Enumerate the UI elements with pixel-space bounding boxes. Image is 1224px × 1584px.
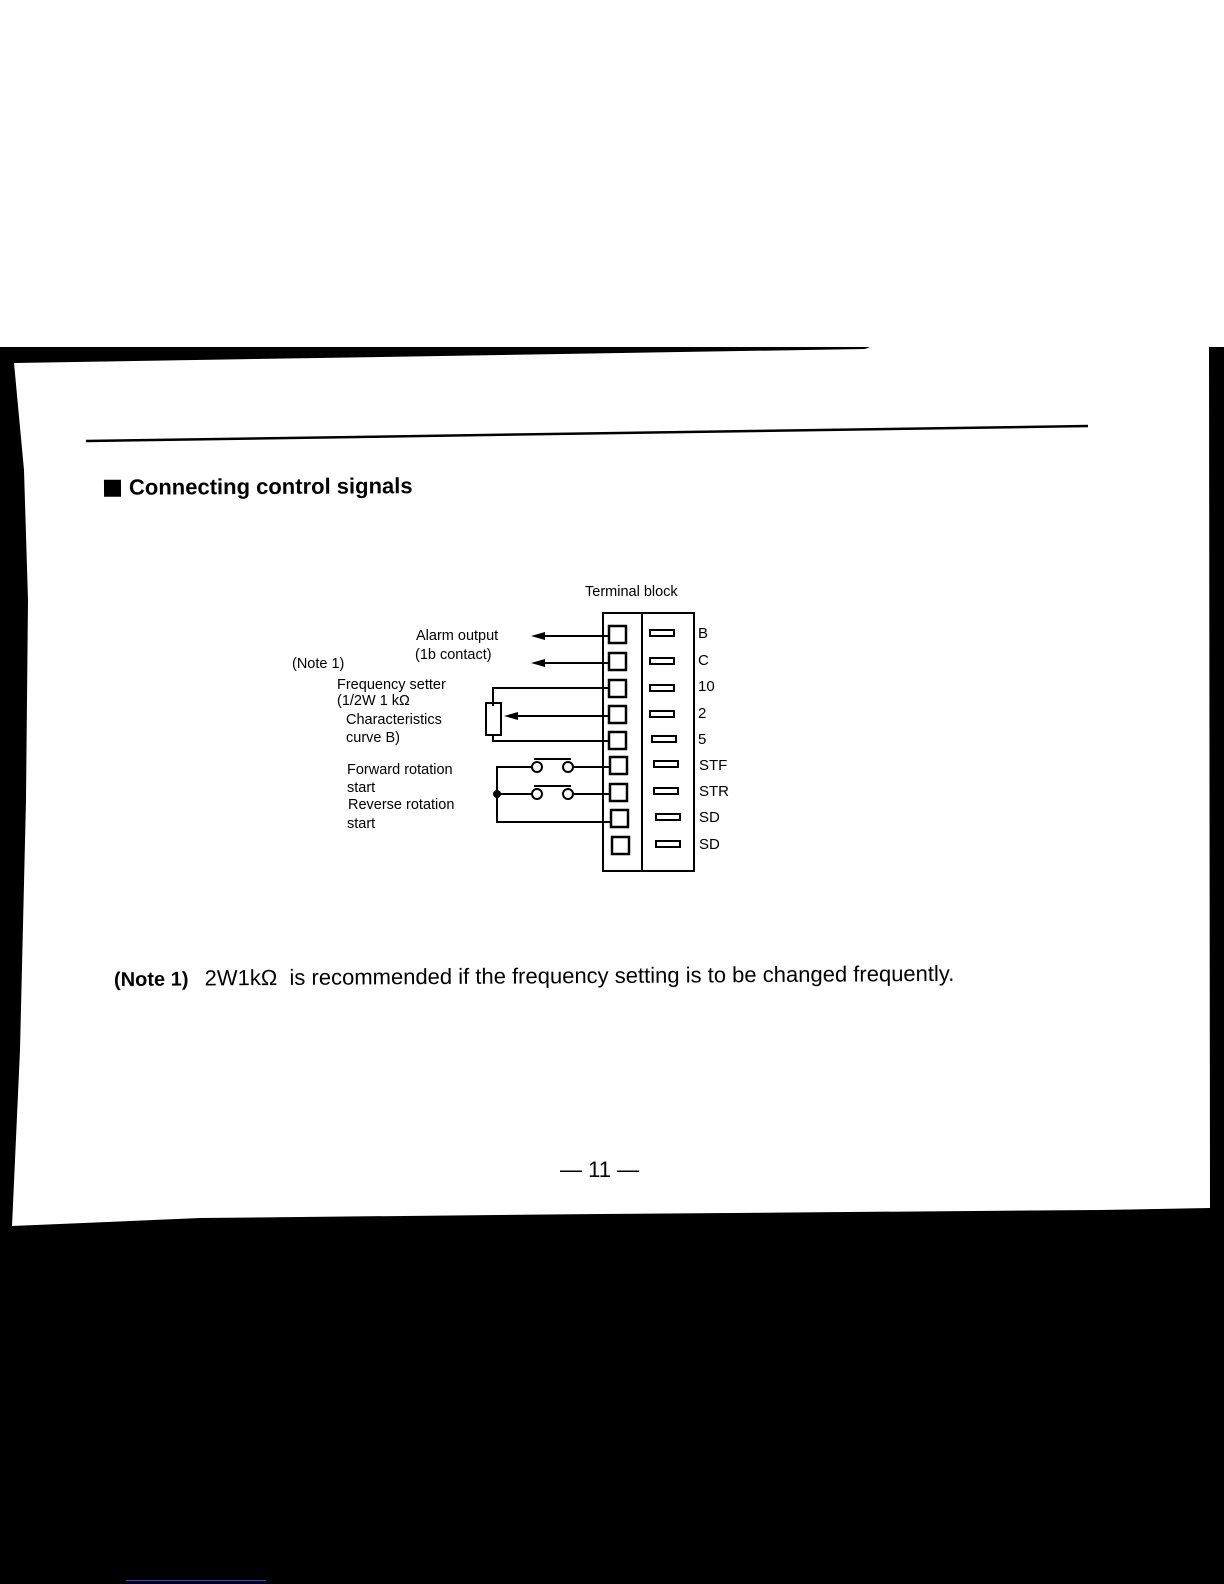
terminal-label: STR <box>699 783 729 800</box>
terminal-slot <box>656 841 680 847</box>
terminal-slot <box>650 685 674 691</box>
terminal-block-title: Terminal block <box>585 584 678 600</box>
terminal-slot <box>650 658 674 664</box>
terminal-label: C <box>698 652 709 669</box>
footnote <box>114 961 955 992</box>
page-number: — 11 — <box>560 1157 640 1182</box>
label-reverse-start: start <box>347 816 376 832</box>
label-rating: (1/2W 1 kΩ <box>337 693 410 709</box>
terminal-screw <box>609 706 626 723</box>
label-1b-contact: (1b contact) <box>415 647 492 663</box>
terminal-block <box>603 613 694 871</box>
terminal-screw <box>609 732 626 749</box>
label-characteristics: Characteristics <box>346 712 442 728</box>
arrow-head <box>531 632 545 640</box>
label-curve-b: curve B) <box>346 730 400 746</box>
terminal-screw <box>611 810 628 827</box>
terminal-label: STF <box>699 757 728 774</box>
terminal-screw <box>612 837 629 854</box>
label-alarm-output: Alarm output <box>416 628 499 644</box>
label-forward-rotation: Forward rotation <box>347 762 453 778</box>
terminal-screw <box>610 784 627 801</box>
terminal-screw <box>609 626 626 643</box>
heading-text: Connecting control signals <box>128 473 413 500</box>
label-forward-start: start <box>347 780 376 796</box>
switch-contact <box>563 789 573 799</box>
terminal-label: 5 <box>698 731 707 748</box>
potentiometer <box>486 703 501 735</box>
terminal-label: SD <box>699 809 720 826</box>
junction-dot <box>493 790 501 798</box>
terminal-slot <box>656 814 680 820</box>
terminal-label: B <box>698 625 709 642</box>
terminal-slot <box>654 788 678 794</box>
terminal-slot <box>654 761 678 767</box>
switch-contact <box>532 762 542 772</box>
bottom-link-underline <box>126 1580 266 1581</box>
terminal-label: 2 <box>698 705 707 722</box>
footnote-marker: (Note 1) <box>113 968 189 991</box>
label-note1: (Note 1) <box>292 656 345 672</box>
arrow-head <box>504 712 518 720</box>
terminal-screw <box>610 757 627 774</box>
terminal-label: SD <box>699 836 720 853</box>
terminal-slot <box>650 711 674 717</box>
terminal-screw <box>609 680 626 697</box>
freq-10-wire <box>493 688 609 706</box>
terminal-screw <box>609 653 626 670</box>
label-reverse-rotation: Reverse rotation <box>348 797 455 813</box>
terminal-label: 10 <box>698 678 715 695</box>
sd-wire <box>497 794 611 822</box>
terminal-slot <box>650 630 674 636</box>
label-frequency-setter: Frequency setter <box>337 677 446 693</box>
terminal-slot <box>652 736 676 742</box>
footnote-text: 2W1kΩ is recommended if the frequency setting is to be changed frequently. <box>204 960 955 991</box>
switch-contact <box>532 789 542 799</box>
freq-5-wire <box>493 735 609 741</box>
switch-contact <box>563 762 573 772</box>
arrow-head <box>531 659 545 667</box>
stf-common-wire <box>497 767 531 795</box>
